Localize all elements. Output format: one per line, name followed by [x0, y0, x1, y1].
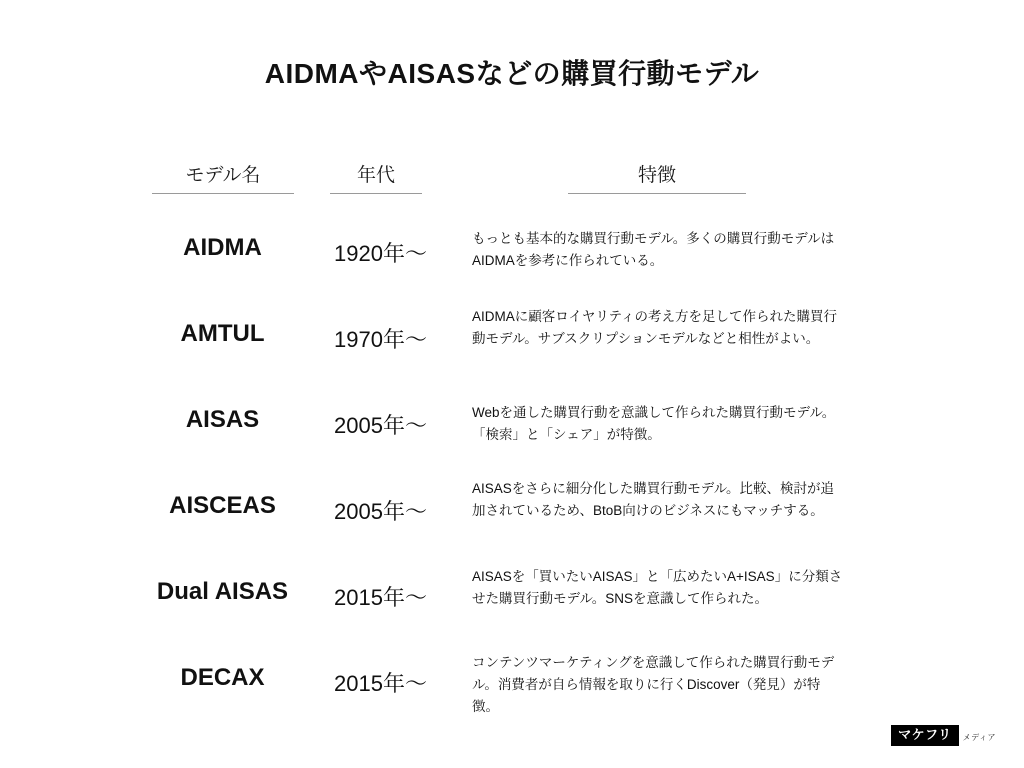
- cell-feature: AISASをさらに細分化した購買行動モデル。比較、検討が追加されているため、BtoB向けのビジネスにもマッチする。: [472, 481, 835, 518]
- cell-feature: コンテンツマーケティングを意識して作られた購買行動モデル。消費者が自ら情報を取りに行くDiscover（発見）が特徴。: [472, 655, 835, 714]
- column-header-feature: 特徴: [568, 160, 746, 194]
- cell-era: 1970年〜: [334, 327, 427, 352]
- cell-era: 2005年〜: [334, 499, 427, 524]
- page-title-prefix: AIDMAやAISASなどの: [264, 58, 562, 89]
- cell-model: AIDMA: [183, 234, 262, 261]
- brand-logo: [891, 725, 996, 746]
- cell-era: 2005年〜: [334, 413, 427, 438]
- cell-model: AISAS: [185, 406, 260, 433]
- column-header-era: 年代: [330, 160, 422, 194]
- cell-era: 2015年〜: [334, 585, 427, 610]
- table-row: [0, 380, 1024, 466]
- purchase-behavior-model-table: [0, 160, 1024, 724]
- brand-logo-mark: マケフリ: [891, 725, 958, 746]
- table-header-row: [0, 160, 1024, 208]
- cell-model: Dual AISAS: [156, 578, 289, 605]
- cell-model: DECAX: [180, 664, 265, 691]
- table-row: [0, 294, 1024, 380]
- cell-feature: もっとも基本的な購買行動モデル。多くの購買行動モデルはAIDMAを参考に作られている。: [472, 231, 835, 268]
- table-row: [0, 638, 1024, 724]
- table-row: [0, 552, 1024, 638]
- cell-era: 1920年〜: [334, 241, 427, 266]
- brand-logo-subtitle: メディア: [962, 733, 996, 742]
- page-title-emphasis: 購買行動モデル: [561, 58, 760, 89]
- cell-feature: Webを通した購買行動を意識して作られた購買行動モデル。「検索」と「シェア」が特徴。: [472, 405, 836, 442]
- cell-model: AISCEAS: [169, 492, 276, 519]
- table-row: [0, 466, 1024, 552]
- cell-feature: AIDMAに顧客ロイヤリティの考え方を足して作られた購買行動モデル。サブスクリプションモデルなどと相性がよい。: [472, 309, 837, 346]
- table-row: [0, 208, 1024, 294]
- page-title: [0, 52, 1024, 92]
- cell-model: AMTUL: [180, 320, 265, 347]
- column-header-model: モデル名: [152, 160, 294, 194]
- cell-era: 2015年〜: [334, 671, 427, 696]
- cell-feature: AISASを「買いたいAISAS」と「広めたいA+ISAS」に分類させた購買行動モデル。SNSを意識して作られた。: [472, 569, 843, 606]
